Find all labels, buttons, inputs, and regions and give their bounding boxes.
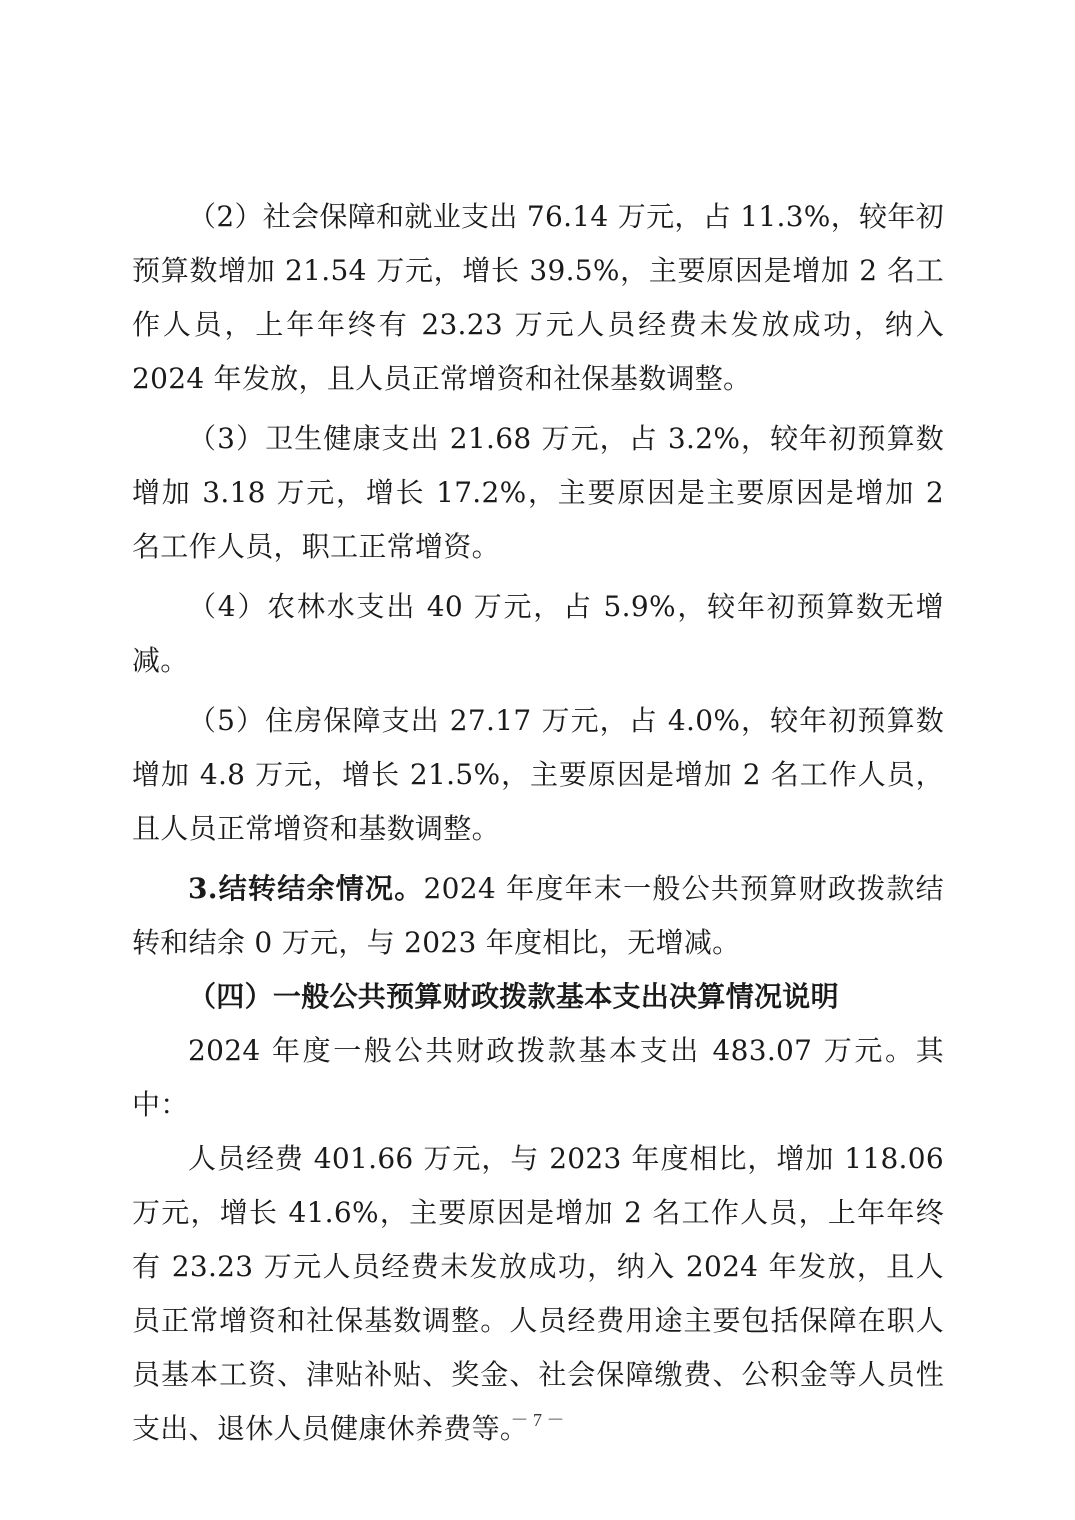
paragraph-basic-expenditure-intro: 2024 年度一般公共财政拨款基本支出 483.07 万元。其中： [132, 1034, 944, 1121]
paragraph-social-security-expenditure: （2）社会保障和就业支出 76.14 万元，占 11.3%，较年初预算数增加 21.54 万元，增长 39.5%，主要原因是增加 2 名工作人员，上年年终有 23.23 万元人员经费未发放成功，纳入 2024 年发放，且人员正常增资和社保基数调整。 [132, 200, 944, 395]
section-heading-basic-expenditure: （四）一般公共预算财政拨款基本支出决算情况说明 [188, 980, 839, 1013]
page-number: － 7 － [510, 1410, 565, 1430]
document-body [132, 190, 944, 1456]
paragraph-personnel-expenses: 人员经费 401.66 万元，与 2023 年度相比，增加 118.06 万元，增长 41.6%，主要原因是增加 2 名工作人员，上年年终有 23.23 万元人员经费未发放成功，纳入 2024 年发放，且人员正常增资和社保基数调整。人员经费用途主要包括保障在职人员基本工资、津贴补贴、奖金、社会保障缴费、公积金等人员性支出、退休人员健康休养费等。 [132, 1142, 944, 1445]
paragraph-carryover [132, 862, 944, 970]
paragraph-housing-expenditure: （5）住房保障支出 27.17 万元，占 4.0%，较年初预算数增加 4.8 万元，增长 21.5%，主要原因是增加 2 名工作人员，且人员正常增资和基数调整。 [132, 704, 944, 845]
carryover-label: 3.结转结余情况。 [188, 872, 424, 905]
paragraph-agriculture-expenditure: （4）农林水支出 40 万元，占 5.9%，较年初预算数无增减。 [132, 590, 944, 677]
paragraph-health-expenditure: （3）卫生健康支出 21.68 万元，占 3.2%，较年初预算数增加 3.18 万元，增长 17.2%，主要原因是主要原因是增加 2 名工作人员，职工正常增资。 [132, 422, 944, 563]
carryover-text: 2024 年度年末一般公共预算财政拨款结转和结余 0 万元，与 2023 年度相比，无增减。 [132, 872, 944, 959]
